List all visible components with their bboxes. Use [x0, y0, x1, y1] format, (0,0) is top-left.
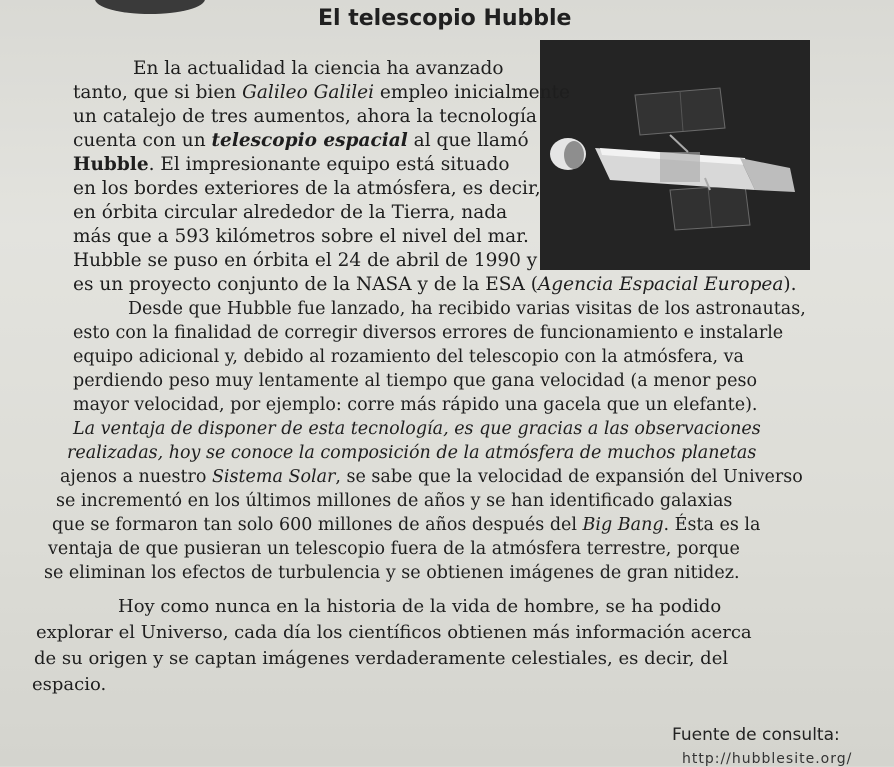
paragraph-1-line-6: en los bordes exteriores de la atmósfera, es decir, [73, 178, 541, 199]
source-label: Fuente de consulta: [672, 725, 840, 745]
hubble-telescope-image [540, 40, 810, 270]
paragraph-2-line-4: perdiendo peso muy lentamente al tiempo que gana velocidad (a menor peso [73, 371, 757, 391]
paragraph-1-line-9: Hubble se puso en órbita el 24 de abril de 1990 y [73, 250, 538, 271]
paragraph-2-line-1: Desde que Hubble fue lanzado, ha recibido varias visitas de los astronautas, [128, 299, 806, 319]
paragraph-1-line-4: cuenta con un telescopio espacial al que llamó [73, 130, 529, 151]
paragraph-1-line-10: es un proyecto conjunto de la NASA y de la ESA (Agencia Espacial Europea). [73, 274, 797, 295]
source-url: http://hubblesite.org/ [682, 751, 853, 767]
paragraph-1-line-3: un catalejo de tres aumentos, ahora la tecnología [73, 106, 537, 127]
paragraph-2-line-7: realizadas, hoy se conoce la composición de la atmósfera de muchos planetas [67, 443, 757, 463]
paragraph-2-line-6: La ventaja de disponer de esta tecnología, es que gracias a las observaciones [73, 419, 761, 439]
paragraph-2-line-2: esto con la finalidad de corregir diversos errores de funcionamiento e instalarle [73, 323, 784, 343]
page-corner-shadow [95, 0, 205, 14]
paragraph-1-line-7: en órbita circular alrededor de la Tierra, nada [73, 202, 508, 223]
paragraph-3-line-2: explorar el Universo, cada día los científicos obtienen más información acerca [36, 622, 752, 643]
paragraph-2-line-8: ajenos a nuestro Sistema Solar, se sabe que la velocidad de expansión del Universo [60, 467, 803, 487]
paragraph-2-line-11: ventaja de que pusieran un telescopio fuera de la atmósfera terrestre, porque [48, 539, 740, 559]
paragraph-3-line-4: espacio. [32, 674, 107, 695]
paragraph-3-line-3: de su origen y se captan imágenes verdaderamente celestiales, es decir, del [34, 648, 729, 669]
page-title: El telescopio Hubble [318, 6, 572, 31]
paragraph-1-line-2: tanto, que si bien Galileo Galilei empleo inicialmente [73, 82, 570, 103]
paragraph-2-line-12: se eliminan los efectos de turbulencia y se obtienen imágenes de gran nitidez. [44, 563, 740, 583]
paragraph-2-line-5: mayor velocidad, por ejemplo: corre más rápido una gacela que un elefante). [73, 395, 758, 415]
paragraph-1-line-1: En la actualidad la ciencia ha avanzado [133, 58, 504, 79]
paragraph-3-line-1: Hoy como nunca en la historia de la vida de hombre, se ha podido [118, 596, 722, 617]
paragraph-2-line-9: se incrementó en los últimos millones de años y se han identificado galaxias [56, 491, 733, 511]
paragraph-1-line-5: Hubble. El impresionante equipo está situado [73, 154, 510, 175]
paragraph-2-line-3: equipo adicional y, debido al rozamiento del telescopio con la atmósfera, va [73, 347, 744, 367]
paragraph-2-line-10: que se formaron tan solo 600 millones de años después del Big Bang. Ésta es la [52, 515, 761, 535]
paragraph-1-line-8: más que a 593 kilómetros sobre el nivel del mar. [73, 226, 529, 247]
